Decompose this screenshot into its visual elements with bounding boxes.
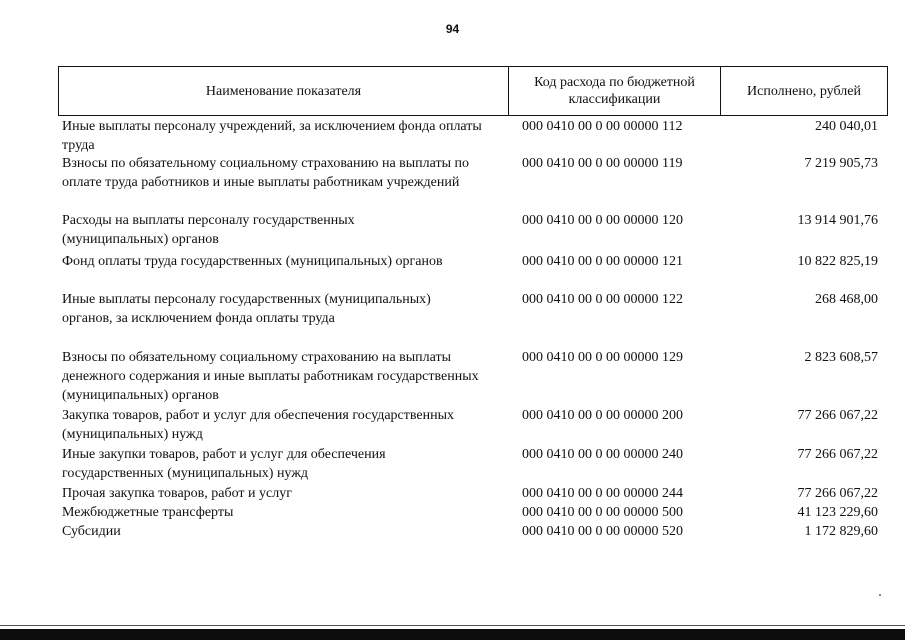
- page-number: 94: [445, 22, 460, 36]
- row-name: Расходы на выплаты персоналу государственных (муниципальных) органов: [62, 213, 355, 247]
- row-amount: 7 219 905,73: [804, 156, 878, 171]
- row-amount: 268 468,00: [815, 292, 878, 307]
- row-code: 000 0410 00 0 00 00000 119: [522, 156, 683, 171]
- row-name: Иные выплаты персоналу государственных (муниципальных) органов, за исключением фонда оплаты труда: [62, 292, 431, 326]
- row-code: 000 0410 00 0 00 00000 120: [522, 213, 683, 228]
- row-amount: 1 172 829,60: [804, 524, 878, 539]
- row-amount: 13 914 901,76: [797, 213, 878, 228]
- scan-edge-line: [0, 625, 905, 626]
- row-name: Иные выплаты персоналу учреждений, за исключением фонда оплаты труда: [62, 119, 482, 153]
- row-amount: 41 123 229,60: [797, 505, 878, 520]
- row-code: 000 0410 00 0 00 00000 122: [522, 292, 683, 307]
- header-amount: Исполнено, рублей: [747, 83, 861, 99]
- row-amount: 77 266 067,22: [797, 486, 878, 501]
- header-code: Код расхода по бюджетной классификации: [509, 67, 721, 115]
- scan-edge-bar: [0, 629, 905, 640]
- row-amount: 240 040,01: [815, 119, 878, 134]
- row-code: 000 0410 00 0 00 00000 500: [522, 505, 683, 520]
- row-amount: 77 266 067,22: [797, 408, 878, 423]
- row-amount: 10 822 825,19: [797, 254, 878, 269]
- row-name: Прочая закупка товаров, работ и услуг: [62, 486, 292, 501]
- row-name: Субсидии: [62, 524, 121, 539]
- row-name: Иные закупки товаров, работ и услуг для обеспечения государственных (муниципальных) нужд: [62, 447, 386, 481]
- row-code: 000 0410 00 0 00 00000 121: [522, 254, 683, 269]
- scan-speck: [879, 594, 881, 596]
- row-name: Закупка товаров, работ и услуг для обеспечения государственных (муниципальных) нужд: [62, 408, 455, 442]
- row-code: 000 0410 00 0 00 00000 244: [522, 486, 683, 501]
- row-code: 000 0410 00 0 00 00000 129: [522, 350, 683, 365]
- row-name: Взносы по обязательному социальному страхованию на выплаты денежного содержания и иные выплаты работникам государственных (муниципальных) органов: [62, 350, 479, 403]
- row-amount: 2 823 608,57: [804, 350, 878, 365]
- row-name: Фонд оплаты труда государственных (муниципальных) органов: [62, 254, 443, 269]
- row-code: 000 0410 00 0 00 00000 200: [522, 408, 683, 423]
- row-name: Взносы по обязательному социальному страхованию на выплаты по оплате труда работников и иные выплаты работникам учреждений: [62, 156, 470, 190]
- row-amount: 77 266 067,22: [797, 447, 878, 462]
- header-name: Наименование показателя: [59, 67, 509, 115]
- row-code: 000 0410 00 0 00 00000 112: [522, 119, 683, 134]
- table-header: [58, 66, 888, 116]
- row-code: 000 0410 00 0 00 00000 240: [522, 447, 683, 462]
- row-name: Межбюджетные трансферты: [62, 505, 234, 520]
- row-code: 000 0410 00 0 00 00000 520: [522, 524, 683, 539]
